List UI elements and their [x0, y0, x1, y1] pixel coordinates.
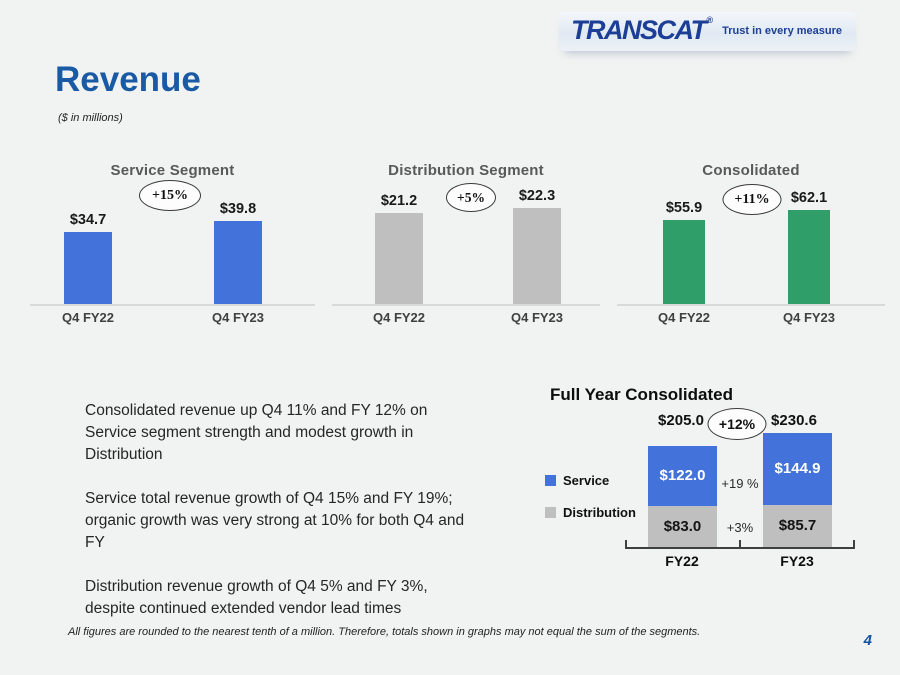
growth-badge: +11%: [723, 184, 782, 215]
bar-q4fy22: [663, 199, 705, 306]
stacked-bar-fy23: [763, 433, 832, 547]
axis-tick: [739, 540, 741, 547]
axis-baseline: [332, 304, 600, 306]
bar-value-label: $39.8: [219, 201, 257, 217]
axis-tick: [853, 540, 855, 547]
growth-badge: +15%: [139, 180, 201, 211]
chart-title: Distribution Segment: [388, 162, 544, 179]
legend-item-distribution: [545, 505, 636, 520]
bar-q4fy22: [375, 192, 423, 306]
bullet-distribution: Distribution revenue growth of Q4 5% and FY 3%, despite continued extended vendor lead times: [85, 578, 428, 617]
transcat-wordmark: TRANSCAT: [571, 15, 706, 45]
units-note: ($ in millions): [58, 112, 123, 124]
distribution-legend-swatch: [545, 507, 556, 518]
category-label: Q4 FY22: [372, 310, 426, 325]
category-label: Q4 FY23: [782, 310, 836, 325]
growth-badge: +12%: [708, 408, 767, 440]
x-axis: [625, 540, 855, 549]
service-segment-fy22: $122.0: [648, 446, 717, 506]
distribution-growth-label: +3%: [726, 520, 754, 535]
service-legend-swatch: [545, 475, 556, 486]
legend-label: Service: [563, 473, 610, 488]
chart-title: Consolidated: [702, 162, 800, 179]
axis-baseline: [617, 304, 885, 306]
bar-q4fy23: [513, 188, 561, 306]
service-segment-chart: [30, 158, 315, 334]
chart-title: Service Segment: [110, 162, 235, 179]
bar-q4fy23: [788, 190, 830, 306]
rounding-footnote: All figures are rounded to the nearest tenth of a million. Therefore, totals shown in graphs may not equal the sum of the segments.: [68, 626, 701, 638]
service-segment-fy23: $144.9: [763, 433, 832, 505]
distribution-segment-fy22: $83.0: [648, 506, 717, 547]
legend-item-service: [545, 473, 609, 488]
stacked-bar-fy22: [648, 446, 717, 547]
category-label: Q4 FY23: [510, 310, 564, 325]
legend-label: Distribution: [563, 505, 636, 520]
bar-value-label: $55.9: [665, 199, 703, 216]
commentary-text: [85, 400, 470, 642]
category-label: Q4 FY23: [211, 310, 265, 325]
bar-value-label: $62.1: [790, 190, 828, 206]
bullet-service: Service total revenue growth of Q4 15% and FY 19%; organic growth was very strong at 10% for both Q4 and FY: [85, 490, 465, 551]
transcat-logo: [559, 12, 856, 51]
category-label: Q4 FY22: [657, 310, 711, 325]
page-title: Revenue: [55, 60, 201, 99]
bullet-consolidated: Consolidated revenue up Q4 11% and FY 12% on Service segment strength and modest growth in Distribution: [85, 402, 428, 463]
bar-value-label: $22.3: [518, 188, 556, 204]
logo-tagline: Trust in every measure: [722, 24, 842, 37]
category-label: FY22: [665, 553, 699, 569]
bar-q4fy22: [64, 211, 112, 306]
distribution-segment-fy23: $85.7: [763, 505, 832, 547]
axis-tick: [625, 540, 627, 547]
category-label: Q4 FY22: [61, 310, 115, 325]
full-year-consolidated-chart: [510, 385, 895, 585]
axis-baseline: [30, 304, 315, 306]
bar-value-label: $34.7: [69, 211, 107, 228]
total-label-fy22: $205.0: [658, 412, 704, 429]
bar-q4fy23: [214, 201, 262, 306]
total-label-fy23: $230.6: [771, 412, 817, 429]
service-growth-label: +19 %: [721, 476, 759, 491]
consolidated-chart: [617, 158, 885, 334]
page-number: 4: [863, 632, 872, 649]
bar-value-label: $21.2: [380, 192, 418, 209]
registered-trademark-icon: ®: [706, 15, 714, 25]
distribution-segment-chart: [332, 158, 600, 334]
category-label: FY23: [780, 553, 814, 569]
growth-badge: +5%: [446, 183, 496, 212]
chart-title: Full Year Consolidated: [550, 385, 733, 404]
